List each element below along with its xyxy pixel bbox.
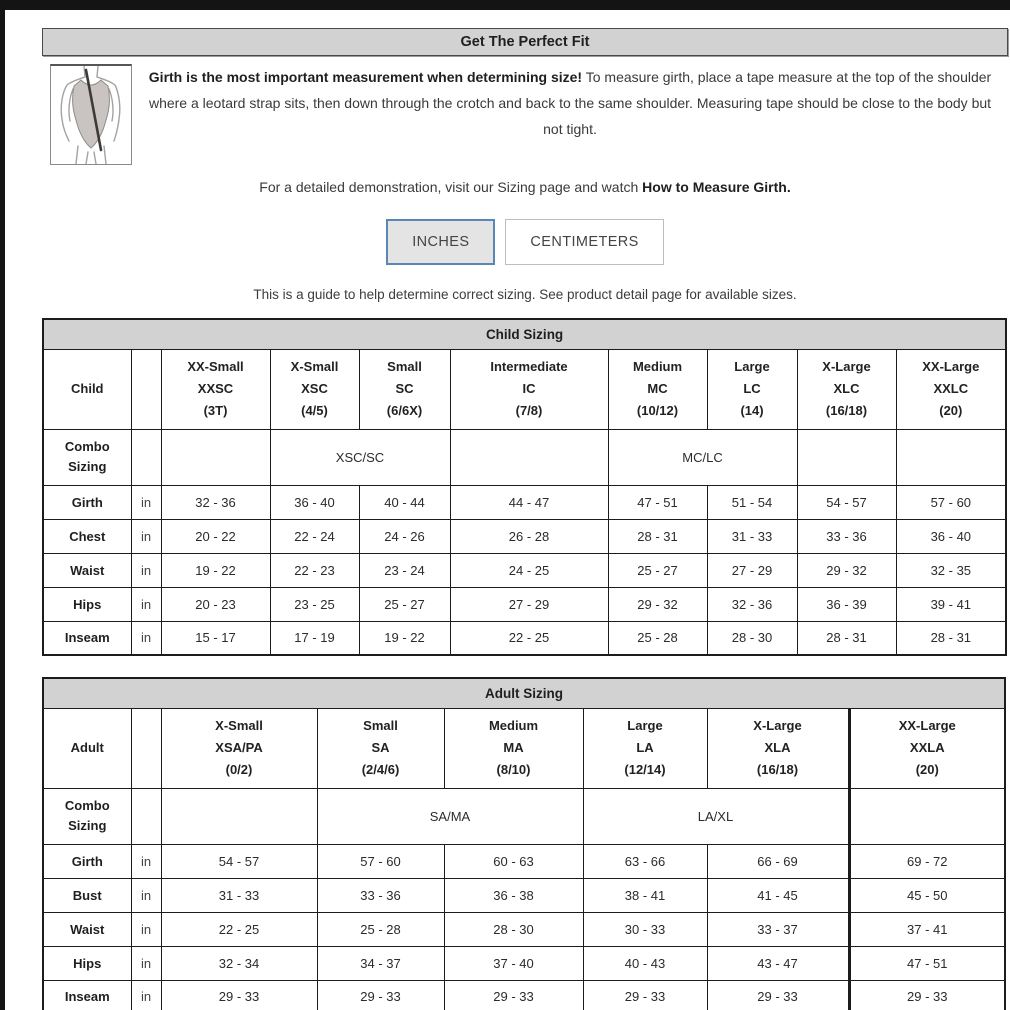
range-cell: 29 - 33: [849, 980, 1005, 1010]
combo-cell: [161, 429, 270, 485]
range-cell: 29 - 33: [161, 980, 317, 1010]
range-cell: 25 - 28: [608, 621, 707, 655]
unit-cell: in: [131, 553, 161, 587]
range-cell: 38 - 41: [583, 878, 707, 912]
range-cell: 51 - 54: [707, 485, 797, 519]
size-column-header: Large LC (14): [707, 349, 797, 429]
range-cell: 26 - 28: [450, 519, 608, 553]
range-cell: 27 - 29: [707, 553, 797, 587]
range-cell: 57 - 60: [896, 485, 1006, 519]
range-cell: 57 - 60: [317, 844, 444, 878]
range-cell: 24 - 25: [450, 553, 608, 587]
inches-button[interactable]: INCHES: [386, 219, 495, 265]
size-column-header: XX-Large XXLC (20): [896, 349, 1006, 429]
child-sizing-table: [42, 318, 1007, 656]
range-cell: 19 - 22: [359, 621, 450, 655]
girth-instructions: [132, 64, 1008, 142]
girth-measure-illustration: [50, 64, 132, 165]
table-title: Adult Sizing: [43, 678, 1005, 708]
blank-cell: [131, 708, 161, 788]
range-cell: 31 - 33: [161, 878, 317, 912]
range-cell: 40 - 44: [359, 485, 450, 519]
range-cell: 60 - 63: [444, 844, 583, 878]
range-cell: 32 - 34: [161, 946, 317, 980]
combo-sizing-label: Combo Sizing: [43, 429, 131, 485]
combo-cell: [450, 429, 608, 485]
girth-instructions-bold: Girth is the most important measurement when determining size!: [148, 69, 583, 85]
size-column-header: X-Small XSC (4/5): [270, 349, 359, 429]
unit-toggle: [42, 219, 1008, 265]
sizing-guide-note: This is a guide to help determine correct sizing. See product detail page for available sizes.: [253, 287, 797, 302]
blank-cell: [131, 349, 161, 429]
range-cell: 34 - 37: [317, 946, 444, 980]
range-cell: 20 - 23: [161, 587, 270, 621]
range-cell: 54 - 57: [161, 844, 317, 878]
girth-instructions-rest: To measure girth, place a tape measure at the top of the shoulder where a leotard strap sits, then down through the crotch and back to the same shoulder. Measuring tape should be close to the body but not tight.: [148, 69, 992, 137]
range-cell: 69 - 72: [849, 844, 1005, 878]
demo-note: [42, 179, 1008, 195]
size-column-header: XX-Small XXSC (3T): [161, 349, 270, 429]
unit-cell: in: [131, 946, 161, 980]
range-cell: 29 - 33: [444, 980, 583, 1010]
range-cell: 47 - 51: [849, 946, 1005, 980]
demo-note-text: For a detailed demonstration, visit our Sizing page and watch: [259, 179, 643, 195]
range-cell: 47 - 51: [608, 485, 707, 519]
size-column-header: Small SA (2/4/6): [317, 708, 444, 788]
size-column-header: Small SC (6/6X): [359, 349, 450, 429]
range-cell: 28 - 31: [797, 621, 896, 655]
table-title: Child Sizing: [43, 319, 1006, 349]
range-cell: 28 - 30: [707, 621, 797, 655]
combo-cell: [797, 429, 896, 485]
size-column-header: X-Small XSA/PA (0/2): [161, 708, 317, 788]
table-corner-label: Adult: [43, 708, 131, 788]
range-cell: 33 - 36: [317, 878, 444, 912]
unit-cell: in: [131, 485, 161, 519]
adult-sizing-table: [42, 677, 1006, 1010]
centimeters-button[interactable]: CENTIMETERS: [505, 219, 663, 265]
combo-cell: XSC/SC: [270, 429, 450, 485]
range-cell: 37 - 41: [849, 912, 1005, 946]
combo-cell: [896, 429, 1006, 485]
table-corner-label: Child: [43, 349, 131, 429]
blank-cell: [131, 429, 161, 485]
range-cell: 33 - 37: [707, 912, 849, 946]
range-cell: 41 - 45: [707, 878, 849, 912]
range-cell: 19 - 22: [161, 553, 270, 587]
measurement-label: Girth: [43, 485, 131, 519]
range-cell: 29 - 33: [317, 980, 444, 1010]
measurement-label: Chest: [43, 519, 131, 553]
unit-cell: in: [131, 587, 161, 621]
range-cell: 24 - 26: [359, 519, 450, 553]
range-cell: 31 - 33: [707, 519, 797, 553]
range-cell: 22 - 23: [270, 553, 359, 587]
measurement-label: Inseam: [43, 980, 131, 1010]
combo-sizing-label: Combo Sizing: [43, 788, 131, 844]
range-cell: 22 - 25: [161, 912, 317, 946]
demo-note-bold: How to Measure Girth.: [642, 179, 791, 195]
page-title: Get The Perfect Fit: [42, 28, 1008, 56]
leotard-figure-icon: [51, 66, 131, 164]
range-cell: 17 - 19: [270, 621, 359, 655]
range-cell: 39 - 41: [896, 587, 1006, 621]
content-area: [42, 10, 1008, 1010]
range-cell: 36 - 40: [896, 519, 1006, 553]
range-cell: 29 - 33: [707, 980, 849, 1010]
measurement-label: Hips: [43, 946, 131, 980]
range-cell: 37 - 40: [444, 946, 583, 980]
combo-cell: [161, 788, 317, 844]
left-frame-bar: [0, 0, 5, 1010]
range-cell: 36 - 40: [270, 485, 359, 519]
size-column-header: X-Large XLA (16/18): [707, 708, 849, 788]
range-cell: 33 - 36: [797, 519, 896, 553]
range-cell: 22 - 24: [270, 519, 359, 553]
range-cell: 23 - 24: [359, 553, 450, 587]
combo-cell: MC/LC: [608, 429, 797, 485]
size-column-header: XX-Large XXLA (20): [849, 708, 1005, 788]
size-column-header: Intermediate IC (7/8): [450, 349, 608, 429]
range-cell: 28 - 31: [608, 519, 707, 553]
range-cell: 23 - 25: [270, 587, 359, 621]
intro-section: [42, 64, 1008, 165]
range-cell: 28 - 30: [444, 912, 583, 946]
unit-cell: in: [131, 519, 161, 553]
unit-cell: in: [131, 912, 161, 946]
blank-cell: [131, 788, 161, 844]
unit-cell: in: [131, 878, 161, 912]
range-cell: 15 - 17: [161, 621, 270, 655]
range-cell: 29 - 32: [608, 587, 707, 621]
range-cell: 45 - 50: [849, 878, 1005, 912]
unit-cell: in: [131, 980, 161, 1010]
measurement-label: Waist: [43, 553, 131, 587]
range-cell: 54 - 57: [797, 485, 896, 519]
range-cell: 44 - 47: [450, 485, 608, 519]
range-cell: 27 - 29: [450, 587, 608, 621]
size-column-header: Large LA (12/14): [583, 708, 707, 788]
unit-cell: in: [131, 621, 161, 655]
range-cell: 29 - 32: [797, 553, 896, 587]
measurement-label: Girth: [43, 844, 131, 878]
range-cell: 25 - 27: [608, 553, 707, 587]
range-cell: 40 - 43: [583, 946, 707, 980]
range-cell: 36 - 38: [444, 878, 583, 912]
combo-cell: LA/XL: [583, 788, 849, 844]
range-cell: 32 - 36: [707, 587, 797, 621]
range-cell: 29 - 33: [583, 980, 707, 1010]
range-cell: 66 - 69: [707, 844, 849, 878]
top-frame-bar: [0, 0, 1010, 10]
measurement-label: Inseam: [43, 621, 131, 655]
range-cell: 43 - 47: [707, 946, 849, 980]
measurement-label: Waist: [43, 912, 131, 946]
measurement-label: Hips: [43, 587, 131, 621]
measurement-label: Bust: [43, 878, 131, 912]
size-column-header: Medium MC (10/12): [608, 349, 707, 429]
range-cell: 30 - 33: [583, 912, 707, 946]
range-cell: 36 - 39: [797, 587, 896, 621]
range-cell: 25 - 27: [359, 587, 450, 621]
range-cell: 32 - 35: [896, 553, 1006, 587]
range-cell: 20 - 22: [161, 519, 270, 553]
size-column-header: Medium MA (8/10): [444, 708, 583, 788]
combo-cell: [849, 788, 1005, 844]
range-cell: 63 - 66: [583, 844, 707, 878]
range-cell: 22 - 25: [450, 621, 608, 655]
size-column-header: X-Large XLC (16/18): [797, 349, 896, 429]
range-cell: 25 - 28: [317, 912, 444, 946]
combo-cell: SA/MA: [317, 788, 583, 844]
unit-cell: in: [131, 844, 161, 878]
range-cell: 32 - 36: [161, 485, 270, 519]
range-cell: 28 - 31: [896, 621, 1006, 655]
